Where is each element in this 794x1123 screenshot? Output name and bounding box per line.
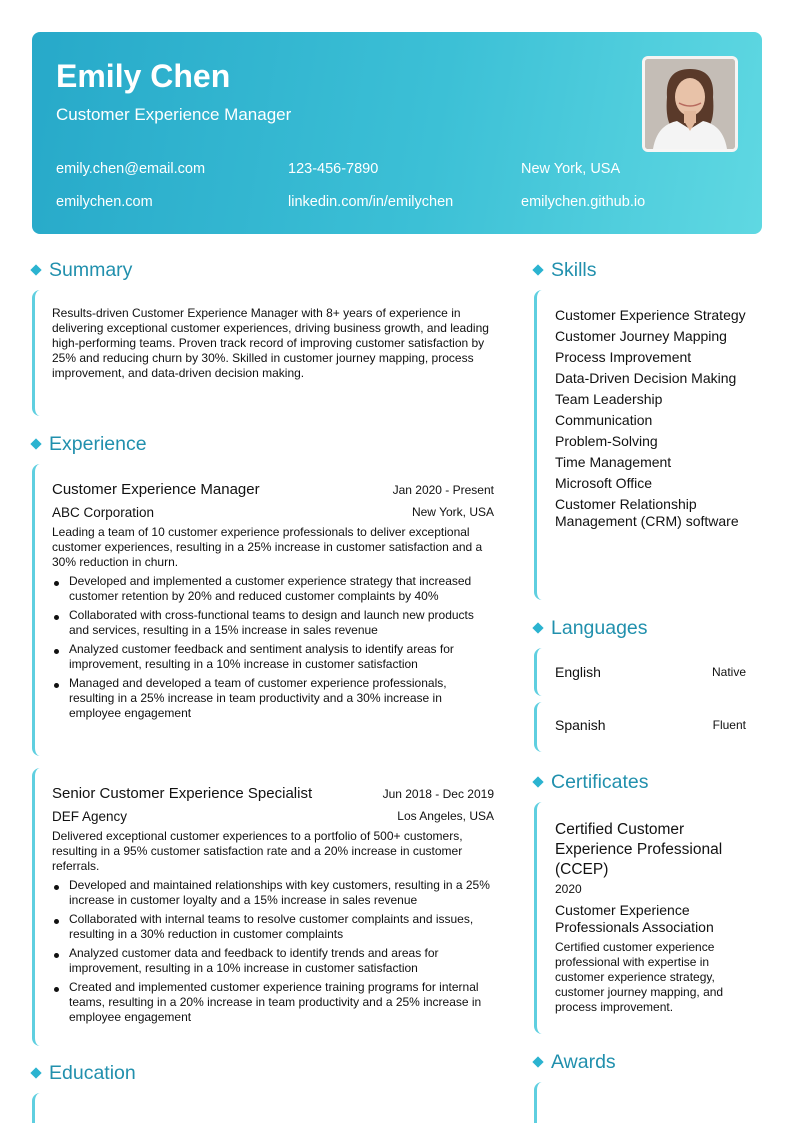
list-item: Analyzed customer feedback and sentiment analysis to identify areas for improvement, resulting in a 10% increase in customer satisfaction (52, 642, 494, 672)
language-name: Spanish (555, 717, 606, 733)
skill-item: Microsoft Office (555, 475, 652, 491)
skill-item: Problem-Solving (555, 433, 658, 449)
languages-heading-label: Languages (551, 617, 648, 639)
job-company: ABC Corporation (52, 505, 155, 520)
skill-item: Process Improvement (555, 349, 692, 365)
diamond-icon (30, 1067, 41, 1078)
location-text: New York, USA (521, 161, 621, 177)
list-item: Collaborated with internal teams to resolve customer complaints and issues, resulting in a 30% reduction in customer complaints (52, 912, 494, 942)
summary-heading-label: Summary (49, 259, 133, 281)
summary-text: Results-driven Customer Experience Manager with 8+ years of experience in delivering exceptional customer experiences, driving business growth, and leading high-performing teams. Proven track record of improving customer satisfaction by 25% and reducing churn by 30%. Skilled in customer journey mapping, process improvement, and data-driven decision making. (52, 306, 489, 380)
linkedin-link[interactable]: linkedin.com/in/emilychen (288, 194, 454, 210)
job-title: Customer Experience Manager (52, 481, 260, 498)
job-dates: Jan 2020 - Present (392, 483, 494, 497)
job-description: Leading a team of 10 customer experience professionals to deliver exceptional customer experiences, resulting in a 25% increase in customer satisfaction and a 30% reduction in churn. (52, 525, 483, 569)
awards-heading-label: Awards (551, 1051, 616, 1073)
diamond-icon (532, 1056, 543, 1067)
summary-heading (32, 258, 132, 282)
phone-text: 123-456-7890 (288, 161, 379, 177)
skill-item: Data-Driven Decision Making (555, 370, 737, 386)
job-bullets (52, 878, 494, 1029)
language-level: Native (711, 665, 746, 679)
certificate-description: Certified customer experience professional with expertise in customer experience strategy, customer journey mapping, and process improvement. (555, 940, 724, 1014)
skills-list (555, 307, 755, 534)
languages-heading (534, 616, 648, 640)
diamond-icon (532, 776, 543, 787)
skill-item: Time Management (555, 454, 672, 470)
awards-block (534, 1082, 762, 1123)
skill-item: Customer Journey Mapping (555, 328, 727, 344)
email-link[interactable]: emily.chen@email.com (56, 161, 206, 177)
list-item: Created and implemented customer experience training programs for internal teams, resulting in a 20% increase in team productivity and a 25% increase in employee engagement (52, 980, 494, 1025)
experience-heading (32, 432, 147, 456)
website-link[interactable]: emilychen.com (56, 194, 153, 210)
profile-photo (642, 56, 738, 152)
awards-heading (534, 1050, 616, 1074)
education-heading (32, 1061, 136, 1085)
skill-item: Communication (555, 412, 653, 428)
list-item: Developed and maintained relationships with key customers, resulting in a 25% increase in customer loyalty and a 15% increase in sales revenue (52, 878, 494, 908)
skill-item: Customer Relationship Management (CRM) software (555, 496, 739, 529)
diamond-icon (30, 438, 41, 449)
resume-header (32, 32, 762, 234)
experience-heading-label: Experience (49, 433, 147, 455)
job-company: DEF Agency (52, 809, 128, 824)
diamond-icon (532, 264, 543, 275)
certificates-heading-label: Certificates (551, 771, 649, 793)
education-heading-label: Education (49, 1062, 136, 1084)
job-description: Delivered exceptional customer experiences to a portfolio of 500+ customers, resulting in a 95% customer satisfaction rate and a 20% increase in customer referrals. (52, 829, 463, 873)
list-item: Developed and implemented a customer experience strategy that increased customer retention by 20% and reduced customer complaints by 40% (52, 574, 494, 604)
diamond-icon (532, 622, 543, 633)
job-title: Senior Customer Experience Specialist (52, 785, 313, 802)
diamond-icon (30, 264, 41, 275)
education-block (32, 1093, 494, 1123)
skill-item: Team Leadership (555, 391, 663, 407)
list-item: Managed and developed a team of customer experience professionals, resulting in a 25% increase in team productivity and a 30% increase in employee engagement (52, 676, 494, 721)
job-dates: Jun 2018 - Dec 2019 (382, 787, 494, 801)
list-item: Analyzed customer data and feedback to identify trends and areas for improvement, resulting in a 10% increase in customer satisfaction (52, 946, 494, 976)
skills-heading (534, 258, 597, 282)
skills-heading-label: Skills (551, 259, 597, 281)
job-location: New York, USA (411, 505, 494, 519)
certificate-name: Certified Customer Experience Professional (CCEP) (555, 821, 723, 878)
language-name: English (555, 664, 601, 680)
certificate-issuer: Customer Experience Professionals Association (555, 902, 714, 935)
candidate-title: Customer Experience Manager (56, 105, 292, 124)
job-location: Los Angeles, USA (397, 809, 494, 823)
certificates-heading (534, 770, 649, 794)
github-link[interactable]: emilychen.github.io (521, 194, 646, 210)
skill-item: Customer Experience Strategy (555, 307, 746, 323)
certificate-year: 2020 (555, 882, 582, 896)
candidate-name: Emily Chen (56, 58, 231, 94)
list-item: Collaborated with cross-functional teams to design and launch new products and services, resulting in a 15% increase in sales revenue (52, 608, 494, 638)
profile-photo-illustration (645, 59, 735, 149)
job-bullets (52, 574, 494, 725)
language-level: Fluent (712, 718, 746, 732)
